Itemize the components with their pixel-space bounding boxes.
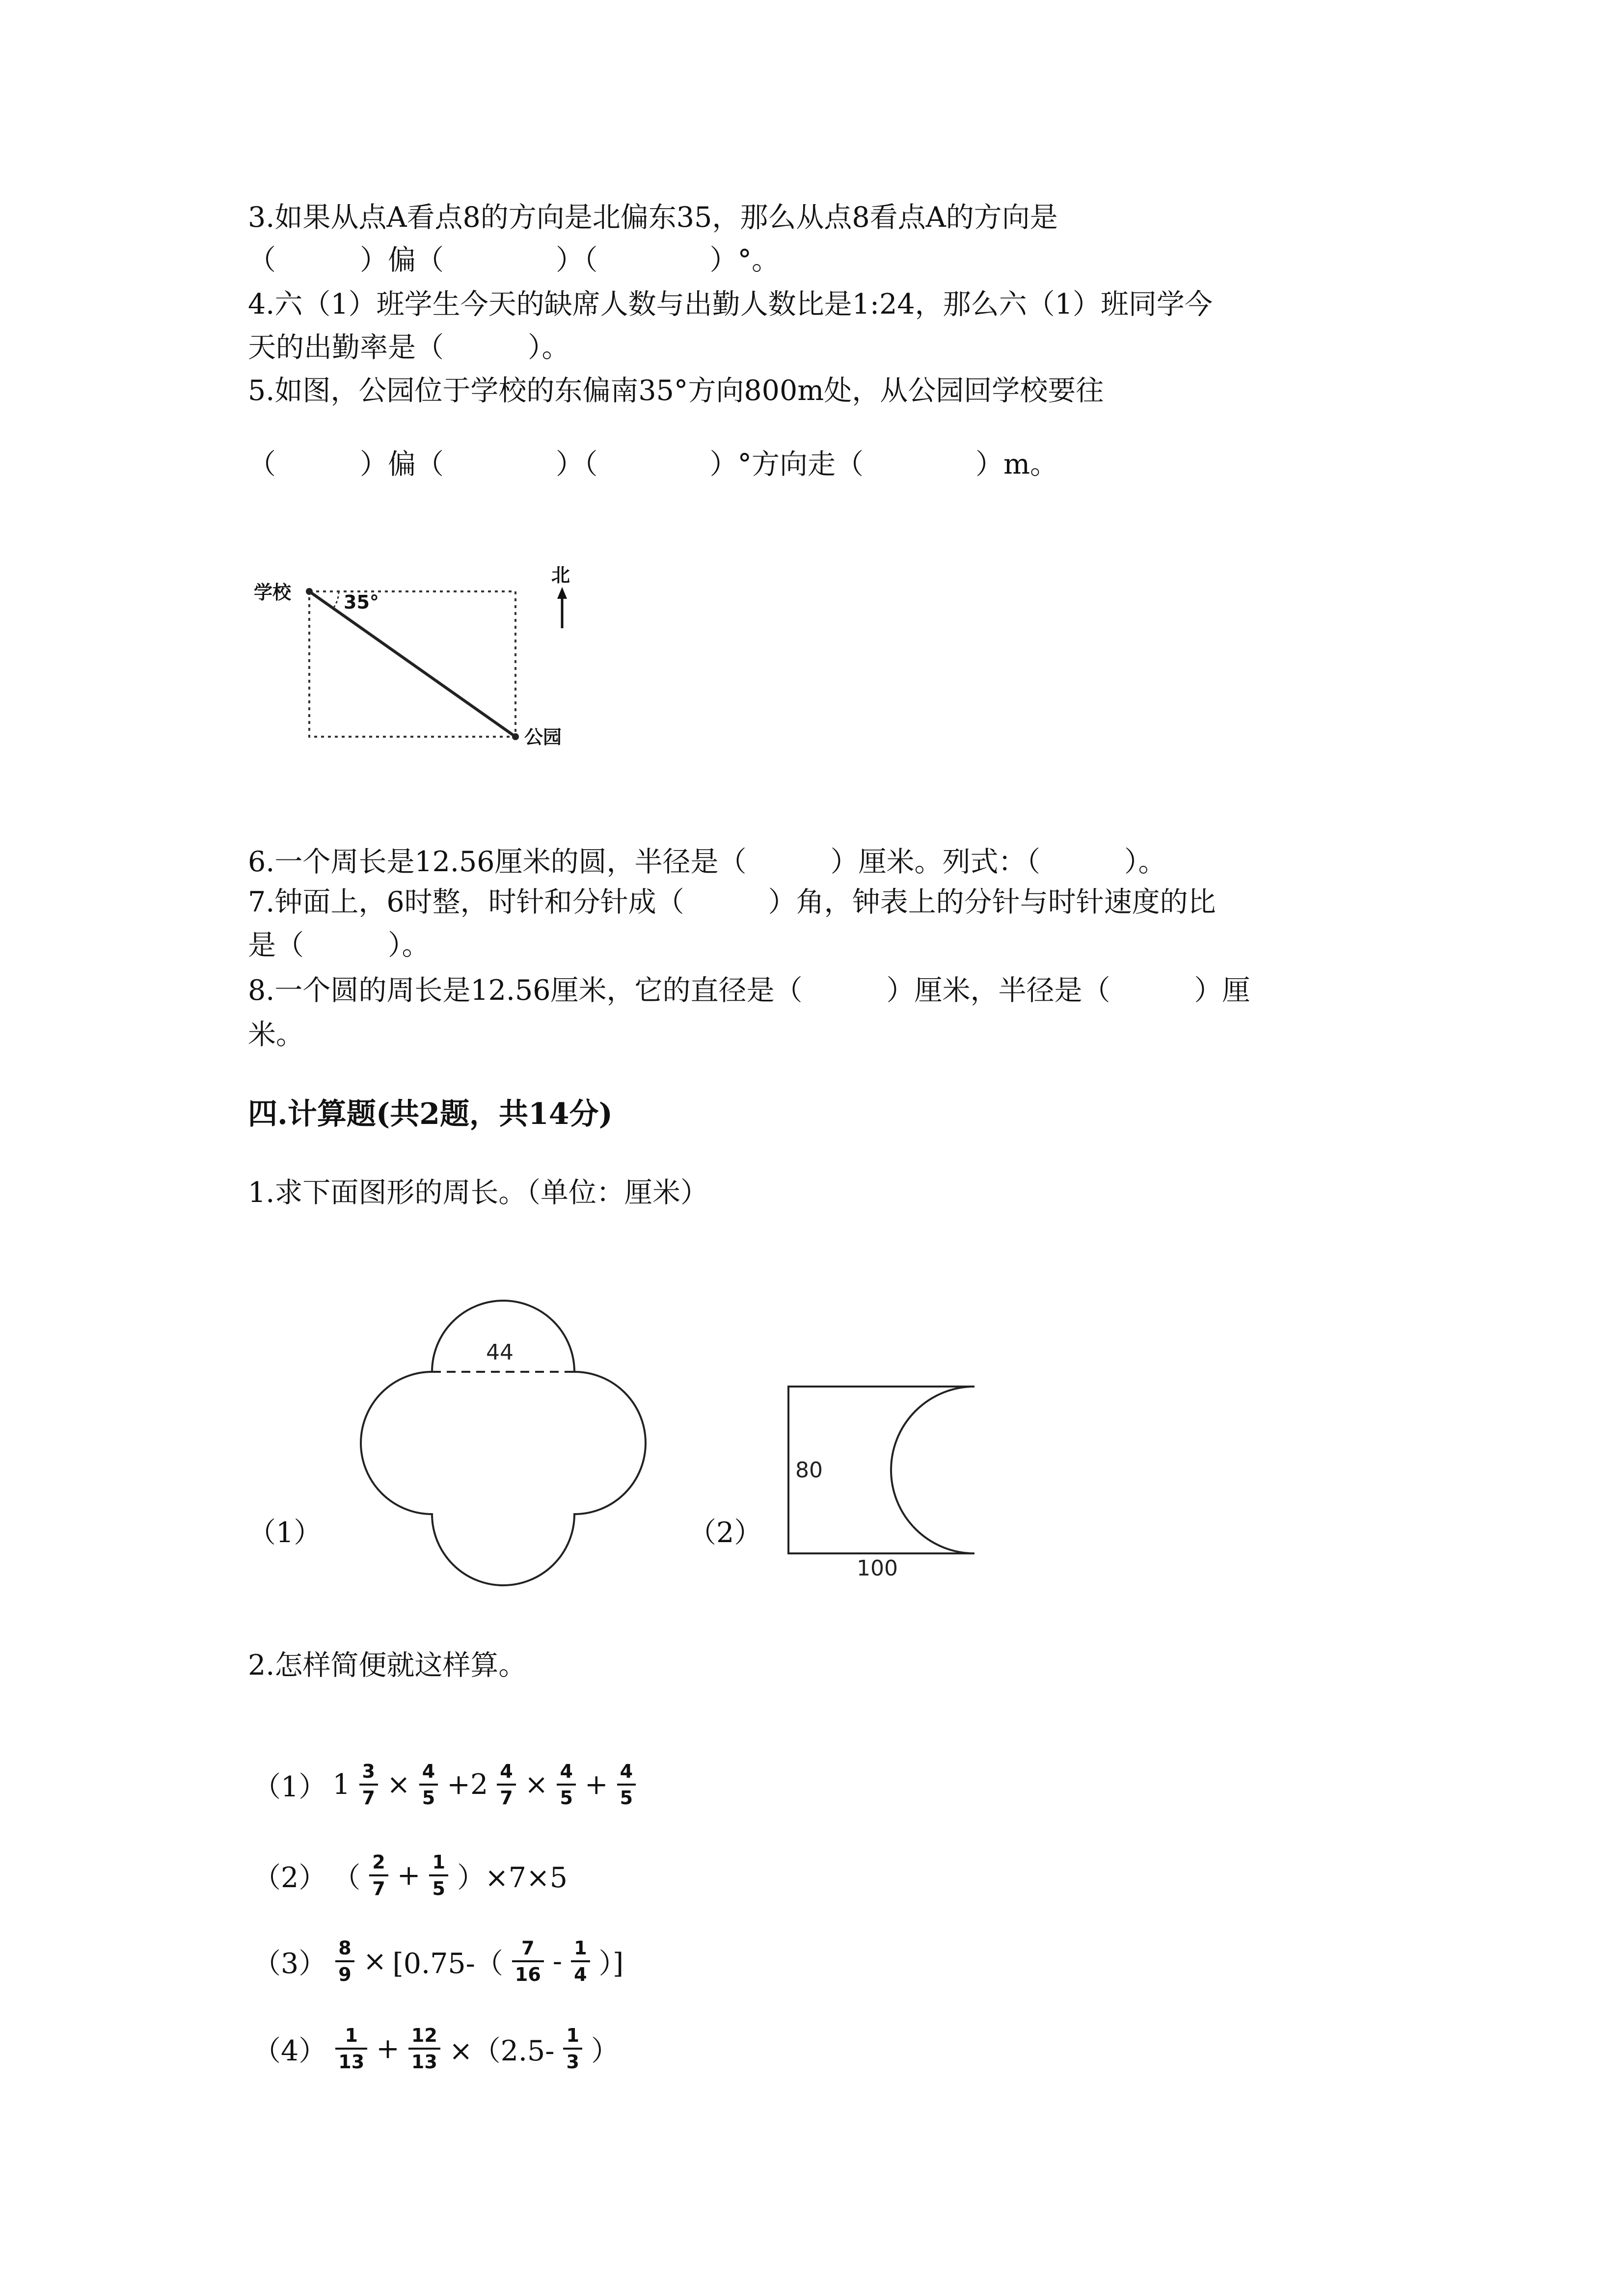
fraction: $\frac{4}{7}$ bbox=[497, 1762, 515, 1807]
fraction: $\frac{8}{9}$ bbox=[335, 1939, 354, 1984]
q3-line2: （ ）偏（ ）（ ）°。 bbox=[248, 244, 780, 276]
c1-prompt: 1.求下面图形的周长。（单位：厘米） bbox=[248, 1176, 708, 1209]
operator: × bbox=[386, 1768, 410, 1801]
angle-arc bbox=[333, 591, 339, 608]
expr-label: （3） bbox=[253, 1948, 327, 1980]
fraction: $\frac{1}{3}$ bbox=[563, 2026, 582, 2071]
q7-line1: 7.钟面上，6时整，时针和分针成（ ）角，钟表上的分针与时针速度的比 bbox=[248, 886, 1216, 918]
direction-map-diagram bbox=[248, 555, 592, 761]
fraction: $\frac{1}{13}$ bbox=[335, 2026, 367, 2071]
q8-line2: 米。 bbox=[248, 1018, 304, 1051]
c2-prompt: 2.怎样简便就这样算。 bbox=[248, 1649, 527, 1682]
operator: - bbox=[552, 1945, 563, 1977]
q5-line2: （ ）偏（ ）（ ）°方向走（ ）m。 bbox=[248, 448, 1058, 481]
operator: +2 bbox=[447, 1768, 488, 1801]
expr-label: （2） bbox=[253, 1862, 327, 1894]
q8-line1: 8.一个圆的周长是12.56厘米，它的直径是（ ）厘米，半径是（ ）厘 bbox=[248, 974, 1250, 1007]
school-park-line bbox=[309, 591, 515, 737]
operator: （ bbox=[332, 1862, 361, 1894]
expression-1 bbox=[253, 1762, 639, 1807]
height-dimension: 80 bbox=[795, 1458, 823, 1483]
operator: × bbox=[363, 1945, 387, 1977]
operator: [0.75-（ bbox=[392, 1948, 503, 1980]
section-heading: 四.计算题(共2题，共14分) bbox=[248, 1097, 613, 1131]
q4-line1: 4.六（1）班学生今天的缺席人数与出勤人数比是1:24，那么六（1）班同学今 bbox=[248, 288, 1213, 320]
park-point bbox=[512, 733, 519, 740]
expression-3 bbox=[253, 1939, 623, 1984]
expression-4 bbox=[253, 2026, 619, 2071]
clover-dimension: 44 bbox=[486, 1340, 514, 1365]
operator: + bbox=[376, 2032, 400, 2065]
q5-line1: 5.如图，公园位于学校的东偏南35°方向800m处，从公园回学校要往 bbox=[248, 374, 1104, 407]
angle-label: 35° bbox=[344, 591, 379, 613]
fraction: $\frac{3}{7}$ bbox=[359, 1762, 378, 1807]
operator: ）] bbox=[598, 1948, 624, 1980]
fraction: $\frac{7}{16}$ bbox=[512, 1939, 544, 1984]
width-dimension: 100 bbox=[857, 1556, 898, 1581]
school-point bbox=[306, 588, 313, 595]
operator: ）×7×5 bbox=[457, 1862, 568, 1894]
operator: + bbox=[584, 1768, 608, 1801]
fraction: $\frac{1}{4}$ bbox=[571, 1939, 590, 1984]
fraction: $\frac{12}{13}$ bbox=[408, 2026, 440, 2071]
c1-fig1-label: （1） bbox=[248, 1517, 322, 1549]
operator: × bbox=[524, 1768, 548, 1801]
fraction: $\frac{4}{5}$ bbox=[419, 1762, 438, 1807]
fraction: $\frac{1}{5}$ bbox=[429, 1853, 448, 1898]
figure-2-cut-rectangle bbox=[776, 1374, 1001, 1590]
operator: ） bbox=[591, 2035, 619, 2067]
q6-line1: 6.一个周长是12.56厘米的圆，半径是（ ）厘米。列式：（ ）。 bbox=[248, 846, 1166, 878]
c1-fig2-label: （2） bbox=[688, 1517, 762, 1549]
expr-label: （1） bbox=[253, 1771, 327, 1803]
north-arrow-head bbox=[557, 587, 567, 599]
q7-line2: 是（ ）。 bbox=[248, 929, 430, 961]
expression-2 bbox=[253, 1853, 568, 1898]
expr-label: （4） bbox=[253, 2035, 327, 2067]
q4-line2: 天的出勤率是（ ）。 bbox=[248, 331, 570, 364]
whole-number: 1 bbox=[332, 1768, 351, 1801]
figure-1-clover-shape bbox=[344, 1286, 668, 1610]
north-label: 北 bbox=[551, 564, 570, 586]
school-label: 学校 bbox=[254, 582, 292, 603]
fraction: $\frac{4}{5}$ bbox=[617, 1762, 636, 1807]
fraction: $\frac{4}{5}$ bbox=[557, 1762, 575, 1807]
park-label: 公园 bbox=[524, 726, 562, 748]
operator: + bbox=[397, 1859, 421, 1892]
fraction: $\frac{2}{7}$ bbox=[369, 1853, 388, 1898]
operator: ×（2.5- bbox=[449, 2035, 555, 2067]
q3-line1: 3.如果从点A看点8的方向是北偏东35，那么从点8看点A的方向是 bbox=[248, 201, 1058, 234]
